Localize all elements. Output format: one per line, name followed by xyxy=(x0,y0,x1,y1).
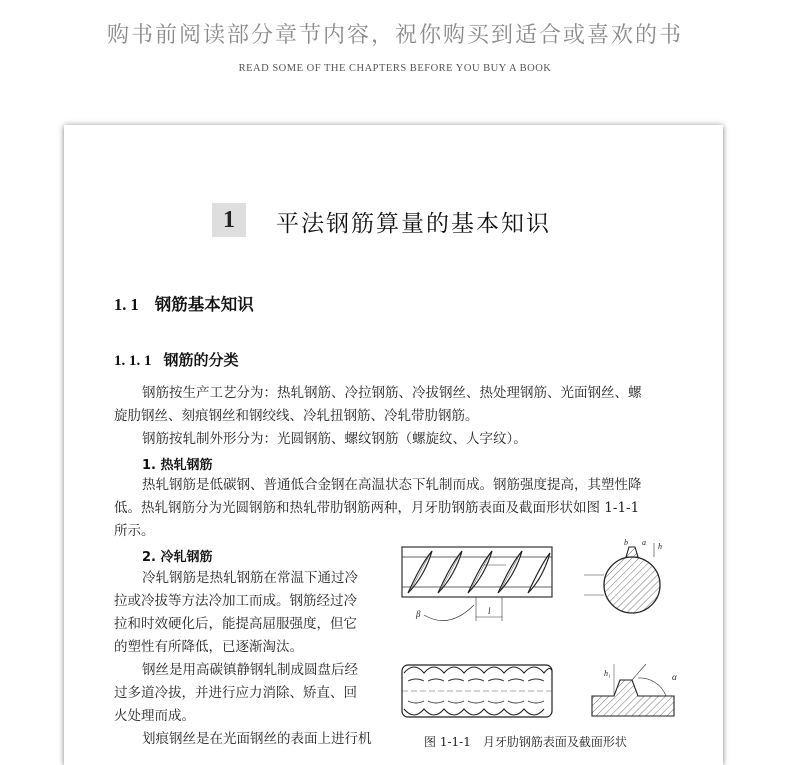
subsection-heading xyxy=(114,349,239,370)
ribbed-bar-cross-section xyxy=(584,535,684,630)
paragraph-line: 拉或冷拔等方法冷加工而成。钢筋经过冷 xyxy=(114,593,357,609)
label-h: h xyxy=(658,542,662,551)
paragraph-line: 火处理而成。 xyxy=(114,708,195,724)
chapter-title: 平法钢筋算量的基本知识 xyxy=(276,211,551,237)
section-heading xyxy=(114,291,254,315)
paragraph-line: 低。热轧钢筋分为光圆钢筋和热轧带肋钢筋两种，月牙肋钢筋表面及截面形状如图 1-1-1 xyxy=(114,500,640,516)
book-page xyxy=(64,125,723,765)
subsection-number: 1. 1. 1 xyxy=(114,353,152,369)
label-beta: β xyxy=(416,609,421,619)
label-a: a xyxy=(642,538,646,547)
banner-title: 购书前阅读部分章节内容，祝你购买到适合或喜欢的书 xyxy=(106,23,683,48)
cold-rolled-heading: 2. 冷轧钢筋 xyxy=(142,550,213,565)
paragraph-line: 所示。 xyxy=(114,523,155,539)
twisted-bar-side-view xyxy=(394,655,569,730)
paragraph-line: 冷轧钢筋是热轧钢筋在常温下通过冷 xyxy=(142,570,358,586)
banner-subtitle: READ SOME OF THE CHAPTERS BEFORE YOU BUY A BOOK xyxy=(238,63,552,74)
paragraph-line: 钢筋按生产工艺分为：热轧钢筋、冷拉钢筋、冷拔钢丝、热处理钢筋、光面钢丝、螺 xyxy=(142,385,642,401)
rib-profile-detail xyxy=(584,650,699,725)
figure-caption: 图 1-1-1 月牙肋钢筋表面及截面形状 xyxy=(424,735,627,749)
paragraph-line: 过多道冷拔，并进行应力消除、矫直、回 xyxy=(114,685,357,701)
paragraph-line: 热轧钢筋是低碳钢、普通低合金钢在高温状态下轧制而成。钢筋强度提高，其塑性降 xyxy=(142,477,642,493)
section-number: 1. 1 xyxy=(114,295,139,314)
ribbed-bar-side-view xyxy=(394,535,564,635)
label-alpha: α xyxy=(672,672,677,682)
paragraph-line: 的塑性有所降低，已逐渐淘汰。 xyxy=(114,639,303,655)
paragraph-line: 旋肋钢丝、刻痕钢丝和钢绞线、冷轧扭钢筋、冷轧带肋钢筋。 xyxy=(114,408,479,424)
label-b: b xyxy=(624,538,628,547)
hot-rolled-heading: 1. 热轧钢筋 xyxy=(142,458,213,473)
subsection-title: 钢筋的分类 xyxy=(163,351,239,369)
label-l: l xyxy=(488,606,491,616)
paragraph-line: 拉和时效硬化后，能提高屈服强度，但它 xyxy=(114,616,357,632)
paragraph-line: 钢丝是用高碳镇静钢轧制成圆盘后经 xyxy=(142,662,358,678)
label-h1: h₁ xyxy=(604,669,611,678)
paragraph-line: 钢筋按轧制外形分为：光圆钢筋、螺纹钢筋（螺旋纹、人字纹）。 xyxy=(142,431,527,447)
chapter-number: 1 xyxy=(212,203,246,237)
paragraph-line: 划痕钢丝是在光面钢丝的表面上进行机 xyxy=(142,731,372,747)
section-title: 钢筋基本知识 xyxy=(154,295,254,314)
